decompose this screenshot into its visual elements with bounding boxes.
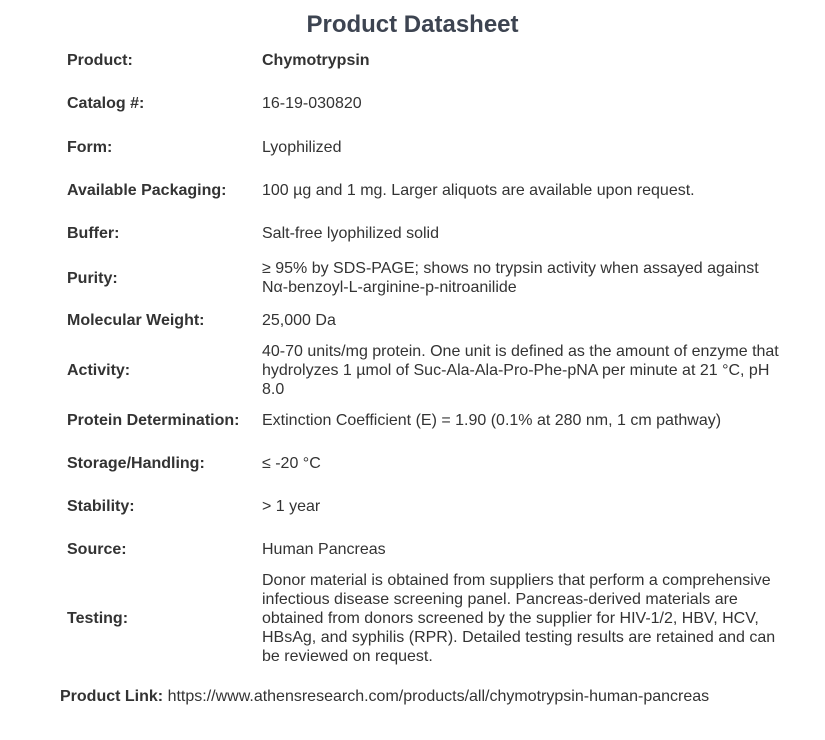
product-value: Chymotrypsin — [262, 51, 370, 69]
stability-value: > 1 year — [262, 497, 321, 515]
row-activity — [0, 341, 825, 399]
stability-label: Stability: — [67, 497, 135, 515]
form-label: Form: — [67, 138, 113, 156]
activity-value: 40-70 units/mg protein. One unit is defined as the amount of enzyme that hydrolyzes 1 µmol of Suc-Ala-Ala-Pro-Phe-pNA per minute at 21 °C, pH 8.0 — [262, 342, 779, 398]
source-value: Human Pancreas — [262, 540, 386, 558]
buffer-label: Buffer: — [67, 224, 120, 242]
product-link-url[interactable]: https://www.athensresearch.com/products/all/chymotrypsin-human-pancreas — [167, 688, 710, 705]
protein-determination-label: Protein Determination: — [67, 411, 240, 429]
row-testing — [0, 570, 825, 666]
buffer-value: Salt-free lyophilized solid — [262, 224, 439, 242]
catalog-value: 16-19-030820 — [262, 94, 362, 112]
molecular-weight-label: Molecular Weight: — [67, 311, 205, 329]
activity-label: Activity: — [67, 361, 131, 379]
source-label: Source: — [67, 540, 127, 558]
form-value: Lyophilized — [262, 138, 342, 156]
row-storage — [0, 453, 825, 473]
testing-label: Testing: — [67, 609, 129, 627]
row-purity — [0, 258, 825, 298]
packaging-value: 100 µg and 1 mg. Larger aliquots are available upon request. — [262, 181, 695, 199]
row-stability — [0, 496, 825, 516]
row-form — [0, 137, 825, 157]
row-protein-determination — [0, 410, 825, 430]
molecular-weight-value: 25,000 Da — [262, 311, 336, 329]
product-link — [60, 686, 760, 707]
catalog-label: Catalog #: — [67, 94, 145, 112]
storage-value: ≤ -20 °C — [262, 454, 321, 472]
packaging-label: Available Packaging: — [67, 181, 227, 199]
product-link-label: Product Link: — [60, 688, 164, 705]
row-source — [0, 539, 825, 559]
storage-label: Storage/Handling: — [67, 454, 205, 472]
purity-label: Purity: — [67, 269, 118, 287]
row-catalog — [0, 93, 825, 113]
row-packaging — [0, 180, 825, 200]
row-molecular-weight — [0, 310, 825, 330]
testing-value: Donor material is obtained from suppliers that perform a comprehensive infectious disease screening panel. Pancreas-derived materials are obtained from donors screened by the supplier for HIV-1/2, HBV, HCV, HBsAg, and syphilis (RPR). Detailed testing results are retained and can be reviewed on request. — [262, 571, 776, 665]
product-label: Product: — [67, 51, 133, 69]
page-title: Product Datasheet — [306, 11, 519, 38]
row-product — [0, 50, 825, 70]
row-buffer — [0, 223, 825, 243]
purity-value: ≥ 95% by SDS-PAGE; shows no trypsin activity when assayed against Nα-benzoyl-L-arginine-p-nitroanilide — [262, 260, 759, 296]
protein-determination-value: Extinction Coefficient (E) = 1.90 (0.1% at 280 nm, 1 cm pathway) — [262, 411, 722, 429]
